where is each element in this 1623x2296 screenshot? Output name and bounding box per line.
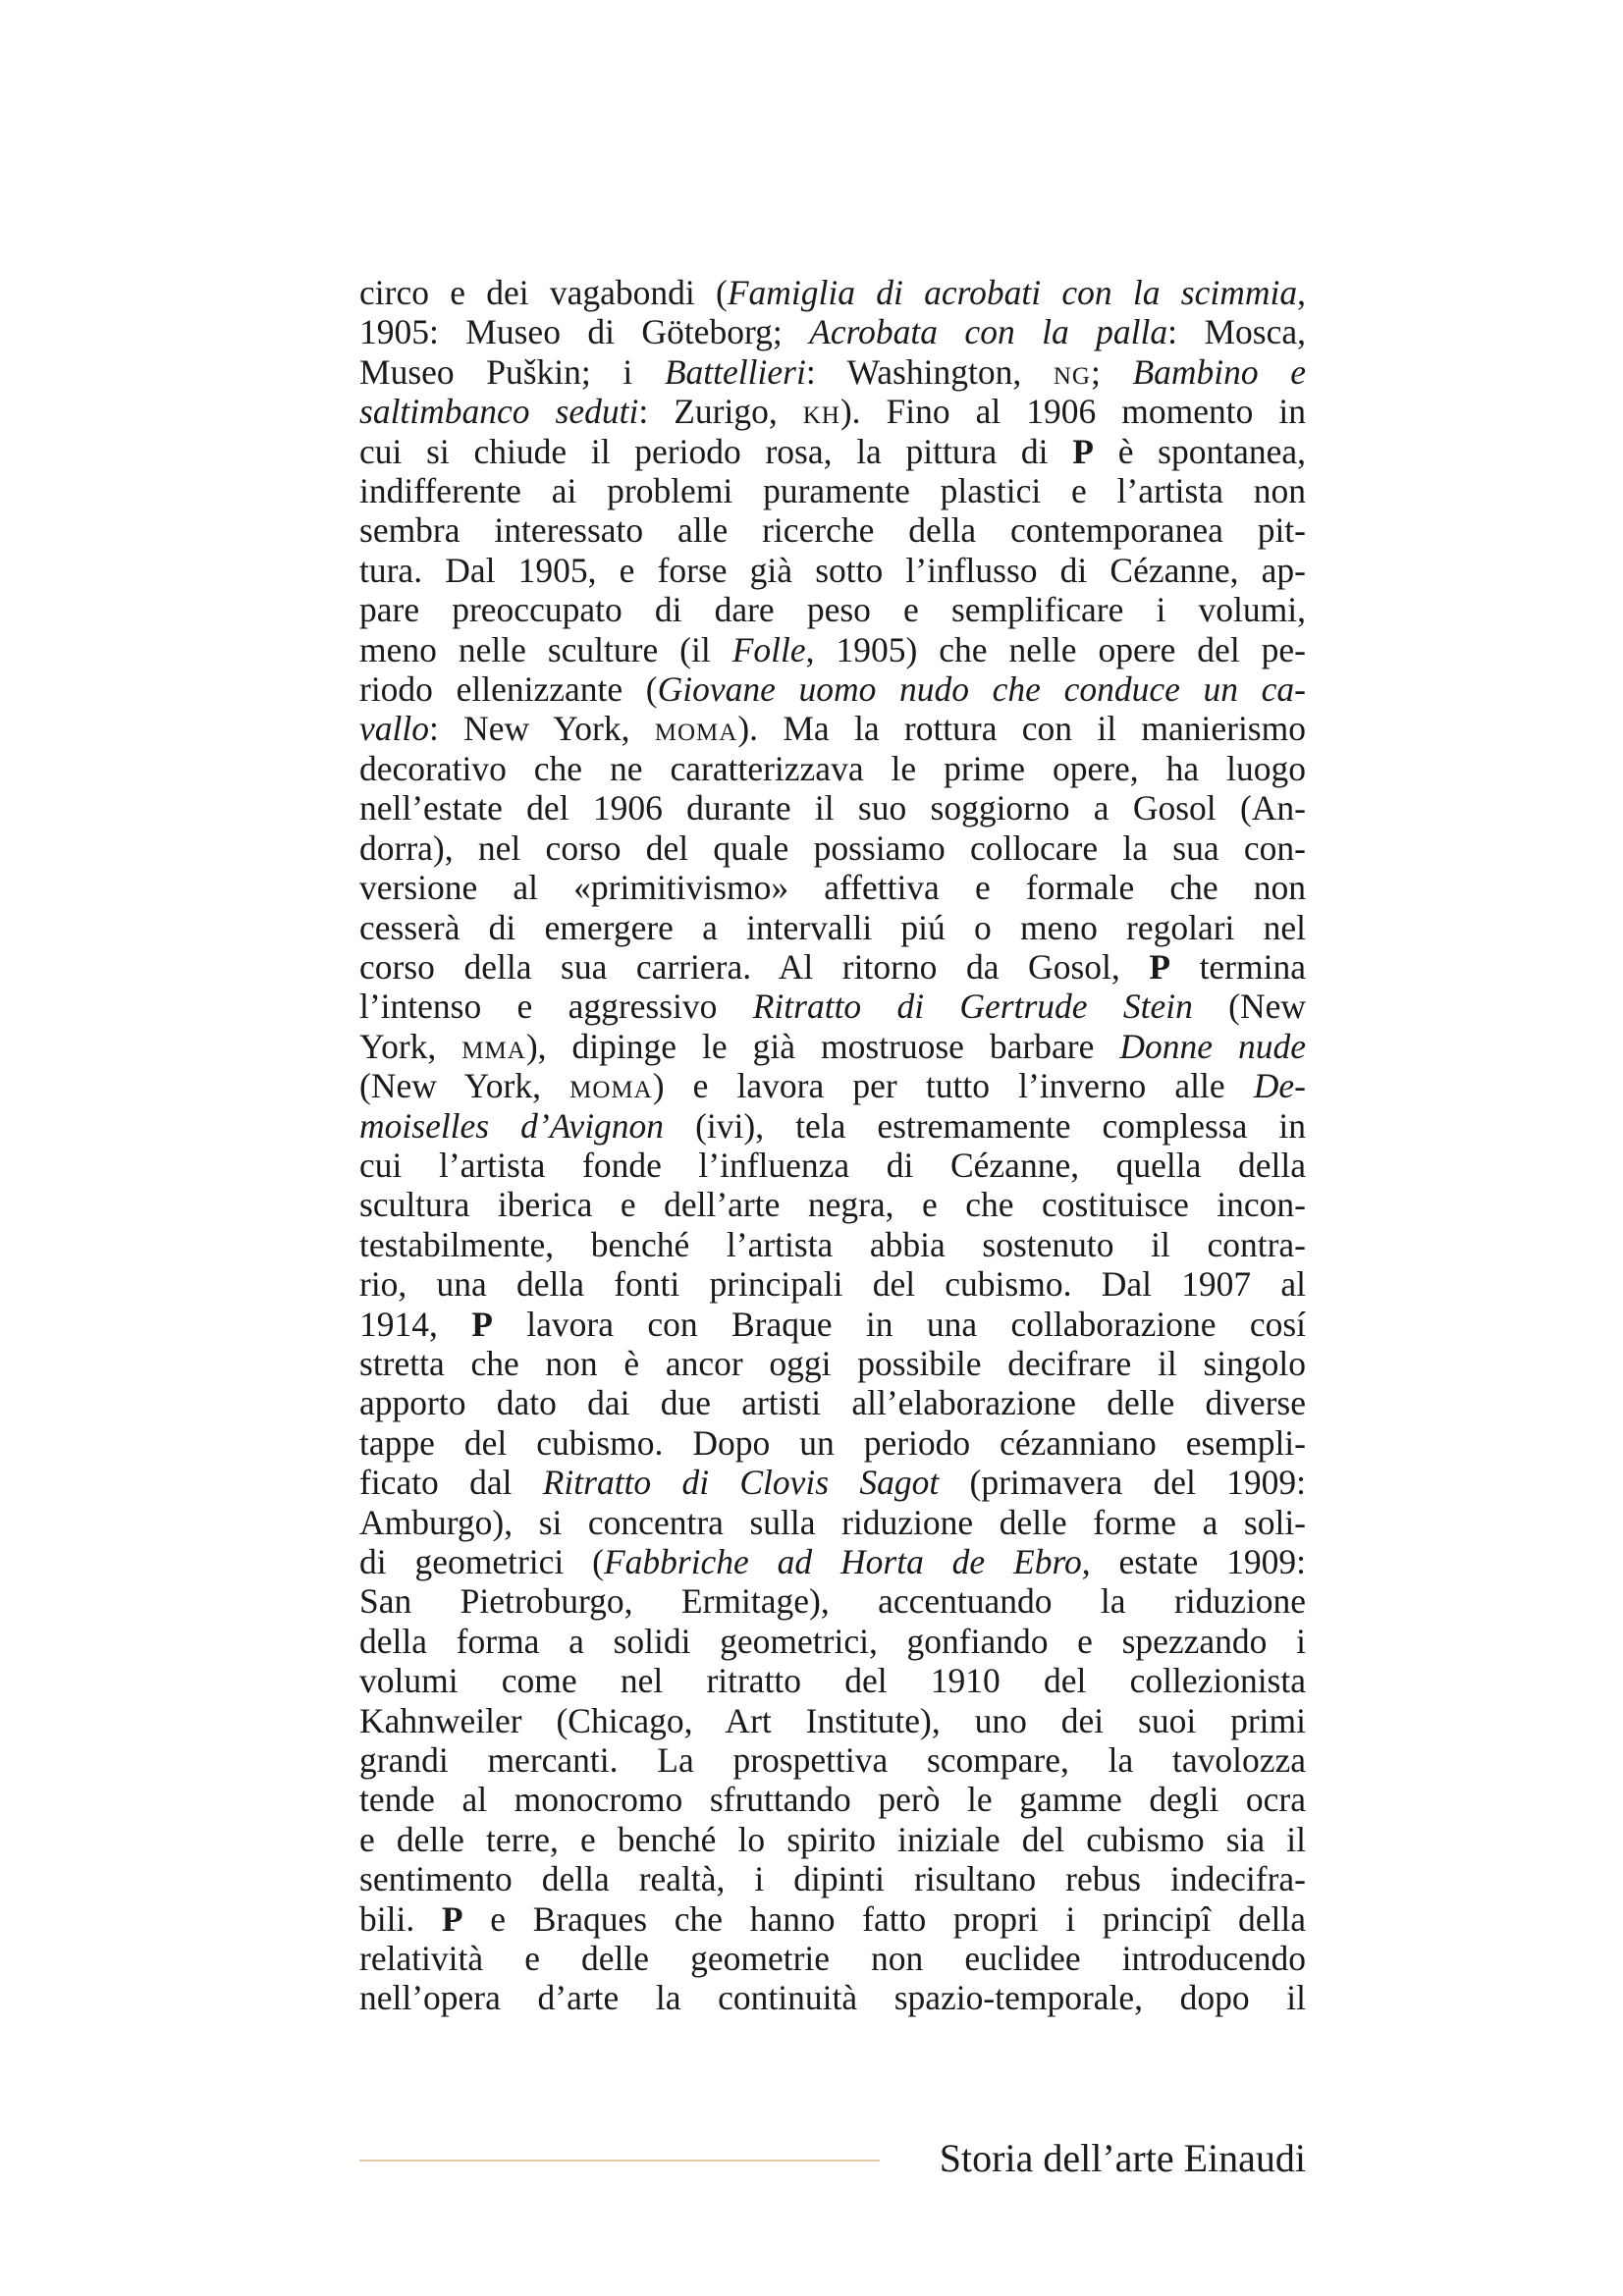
- text-run: (ivi), tela estremamente complessa in: [664, 1105, 1306, 1146]
- text-run: grandi mercanti. La prospettiva scompare, la tavolozza: [359, 1740, 1306, 1781]
- text-run: Kahnweiler (Chicago, Art Institute), uno dei suoi primi: [359, 1700, 1306, 1740]
- text-line: [359, 312, 1306, 351]
- text-run: tende al monocromo sfruttando però le gamme degli ocra: [359, 1780, 1306, 1820]
- text-run: meno nelle sculture (il: [359, 629, 732, 669]
- text-run: riodo ellenizzante (: [359, 669, 658, 710]
- text-run: scultura iberica e dell’arte negra, e che costituisce incon-: [359, 1185, 1306, 1225]
- text-run: ). Ma la rottura con il manierismo: [737, 709, 1306, 749]
- text-line: [359, 590, 1306, 629]
- text-run: ) e lavora per tutto l’inverno alle: [652, 1066, 1254, 1106]
- text-run: , estate 1909:: [1081, 1542, 1306, 1581]
- text-line: [359, 551, 1306, 590]
- text-line: [359, 1939, 1306, 1978]
- text-line: [359, 432, 1306, 471]
- text-run: Museo Puškin; i: [359, 351, 665, 392]
- text-run: vallo: [359, 709, 429, 749]
- text-run: ficato dal: [359, 1463, 543, 1503]
- text-line: [359, 273, 1306, 312]
- text-run: , 1905) che nelle opere del pe-: [805, 629, 1306, 669]
- text-line: [359, 510, 1306, 550]
- text-line: [359, 1106, 1306, 1146]
- text-line: [359, 392, 1306, 431]
- text-run: apporto dato dai due artisti all’elaborazione delle diverse: [359, 1383, 1306, 1423]
- text-run: Fabbriche ad Horta de Ebro: [603, 1542, 1082, 1581]
- text-run: : New York,: [428, 709, 655, 749]
- text-run: è spontanea,: [1093, 431, 1306, 471]
- text-line: [359, 1622, 1306, 1661]
- text-run: cui si chiude il periodo rosa, la pittura di: [359, 431, 1073, 471]
- text-line: [359, 1027, 1306, 1066]
- text-line: [359, 352, 1306, 392]
- text-run: mma: [461, 1026, 526, 1066]
- text-run: Acrobata con la palla: [809, 312, 1168, 352]
- text-run: kh: [802, 392, 840, 432]
- text-run: Famiglia di acrobati con la scimmia: [727, 273, 1298, 312]
- text-line: [359, 1383, 1306, 1422]
- text-line: [359, 788, 1306, 828]
- text-line: [359, 471, 1306, 510]
- text-run: Folle: [731, 629, 806, 669]
- body-text: [359, 273, 1306, 2018]
- text-line: [359, 828, 1306, 868]
- text-run: De-: [1253, 1066, 1306, 1106]
- text-line: [359, 749, 1306, 788]
- text-run: volumi come nel ritratto del 1910 del collezionista: [359, 1661, 1306, 1701]
- text-line: [359, 1780, 1306, 1819]
- footer-label: Storia dell’arte Einaudi: [939, 2136, 1306, 2180]
- text-run: Amburgo), si concentra sulla riduzione delle forme a soli-: [359, 1502, 1306, 1542]
- text-line: [359, 1820, 1306, 1859]
- text-run: versione al «primitivismo» affettiva e formale che non: [359, 868, 1306, 908]
- text-run: ,: [1297, 273, 1306, 312]
- text-line: [359, 630, 1306, 669]
- text-line: [359, 1542, 1306, 1581]
- text-run: e Braques che hanno fatto propri i principî della: [462, 1898, 1306, 1939]
- text-run: sentimento della realtà, i dipinti risultano rebus indecifra-: [359, 1859, 1306, 1899]
- text-run: York,: [359, 1026, 462, 1066]
- text-run: stretta che non è ancor oggi possibile decifrare il singolo: [359, 1343, 1306, 1383]
- text-run: Ritratto di Clovis Sagot: [542, 1463, 940, 1503]
- text-run: tappe del cubismo. Dopo un periodo cézanniano esempli-: [359, 1422, 1306, 1463]
- text-run: l’intenso e aggressivo: [359, 987, 753, 1027]
- text-line: [359, 1978, 1306, 2017]
- text-line: [359, 709, 1306, 748]
- text-run: San Pietroburgo, Ermitage), accentuando la riduzione: [359, 1581, 1306, 1622]
- text-run: moiselles d’Avignon: [359, 1105, 665, 1146]
- text-run: termina: [1170, 946, 1306, 987]
- text-run: sembra interessato alle ricerche della contemporanea pit-: [359, 510, 1306, 551]
- text-run: ng: [1053, 351, 1091, 392]
- text-run: P: [471, 1304, 493, 1344]
- text-run: ). Fino al 1906 momento in: [839, 392, 1306, 432]
- text-run: P: [1072, 431, 1094, 471]
- text-run: della forma a solidi geometrici, gonfiando e spezzando i: [359, 1621, 1306, 1661]
- text-line: [359, 1740, 1306, 1780]
- text-run: Donne nude: [1119, 1026, 1306, 1066]
- text-line: [359, 1423, 1306, 1463]
- text-run: nell’estate del 1906 durante il suo soggiorno a Gosol (An-: [359, 788, 1306, 828]
- text-run: Battellieri: [664, 351, 806, 392]
- text-line: [359, 1701, 1306, 1740]
- text-line: [359, 947, 1306, 987]
- text-line: [359, 1463, 1306, 1502]
- text-run: decorativo che ne caratterizzava le prime opere, ha luogo: [359, 748, 1306, 788]
- text-line: [359, 1661, 1306, 1700]
- text-run: cesserà di emergere a intervalli piú o meno regolari nel: [359, 907, 1306, 947]
- text-line: [359, 908, 1306, 947]
- text-run: : Mosca,: [1167, 312, 1306, 352]
- text-run: moma: [654, 709, 738, 749]
- text-run: saltimbanco seduti: [359, 392, 639, 432]
- text-line: [359, 1066, 1306, 1105]
- text-run: 1905: Museo di Göteborg;: [359, 312, 810, 352]
- text-line: [359, 868, 1306, 907]
- text-run: Giovane uomo nudo che conduce un ca-: [657, 669, 1306, 710]
- text-line: [359, 1503, 1306, 1542]
- text-run: tura. Dal 1905, e forse già sotto l’influsso di Cézanne, ap-: [359, 550, 1306, 590]
- text-line: [359, 1859, 1306, 1898]
- text-line: [359, 1581, 1306, 1621]
- text-line: [359, 669, 1306, 709]
- text-run: nell’opera d’arte la continuità spazio-temporale, dopo il: [359, 1978, 1306, 2018]
- text-run: (New York,: [359, 1066, 570, 1106]
- text-line: [359, 1225, 1306, 1264]
- text-line: [359, 1264, 1306, 1304]
- text-run: circo e dei vagabondi (: [359, 273, 728, 312]
- text-run: ;: [1090, 351, 1133, 392]
- text-run: moma: [569, 1066, 653, 1106]
- text-run: 1914,: [359, 1304, 472, 1344]
- text-run: : Washington,: [805, 351, 1054, 392]
- text-run: Bambino e: [1132, 351, 1306, 392]
- text-run: indifferente ai problemi puramente plastici e l’artista non: [359, 471, 1306, 511]
- footer-rule: [359, 2160, 880, 2162]
- text-run: cui l’artista fonde l’influenza di Cézanne, quella della: [359, 1145, 1306, 1185]
- text-line: [359, 1185, 1306, 1224]
- text-run: : Zurigo,: [638, 392, 803, 432]
- text-line: [359, 1899, 1306, 1939]
- text-line: [359, 1146, 1306, 1185]
- text-run: e delle terre, e benché lo spirito iniziale del cubismo sia il: [359, 1819, 1306, 1859]
- text-line: [359, 1344, 1306, 1383]
- text-run: corso della sua carriera. Al ritorno da Gosol,: [359, 946, 1150, 987]
- text-run: lavora con Braque in una collaborazione cosí: [492, 1304, 1307, 1344]
- text-run: Ritratto di Gertrude Stein: [752, 987, 1193, 1027]
- text-run: di geometrici (: [359, 1542, 604, 1581]
- text-run: relatività e delle geometrie non euclidee introducendo: [359, 1939, 1306, 1979]
- text-run: (primavera del 1909:: [939, 1463, 1306, 1503]
- text-run: pare preoccupato di dare peso e semplificare i volumi,: [359, 590, 1306, 630]
- text-run: testabilmente, benché l’artista abbia sostenuto il contra-: [359, 1224, 1306, 1264]
- text-run: (New: [1192, 987, 1306, 1027]
- text-run: P: [1149, 946, 1170, 987]
- text-run: ), dipinge le già mostruose barbare: [525, 1026, 1120, 1066]
- text-run: dorra), nel corso del quale possiamo collocare la sua con-: [359, 828, 1306, 868]
- text-run: bili.: [359, 1898, 442, 1939]
- text-run: rio, una della fonti principali del cubismo. Dal 1907 al: [359, 1264, 1306, 1305]
- text-run: P: [441, 1898, 463, 1939]
- text-line: [359, 987, 1306, 1026]
- text-line: [359, 1305, 1306, 1344]
